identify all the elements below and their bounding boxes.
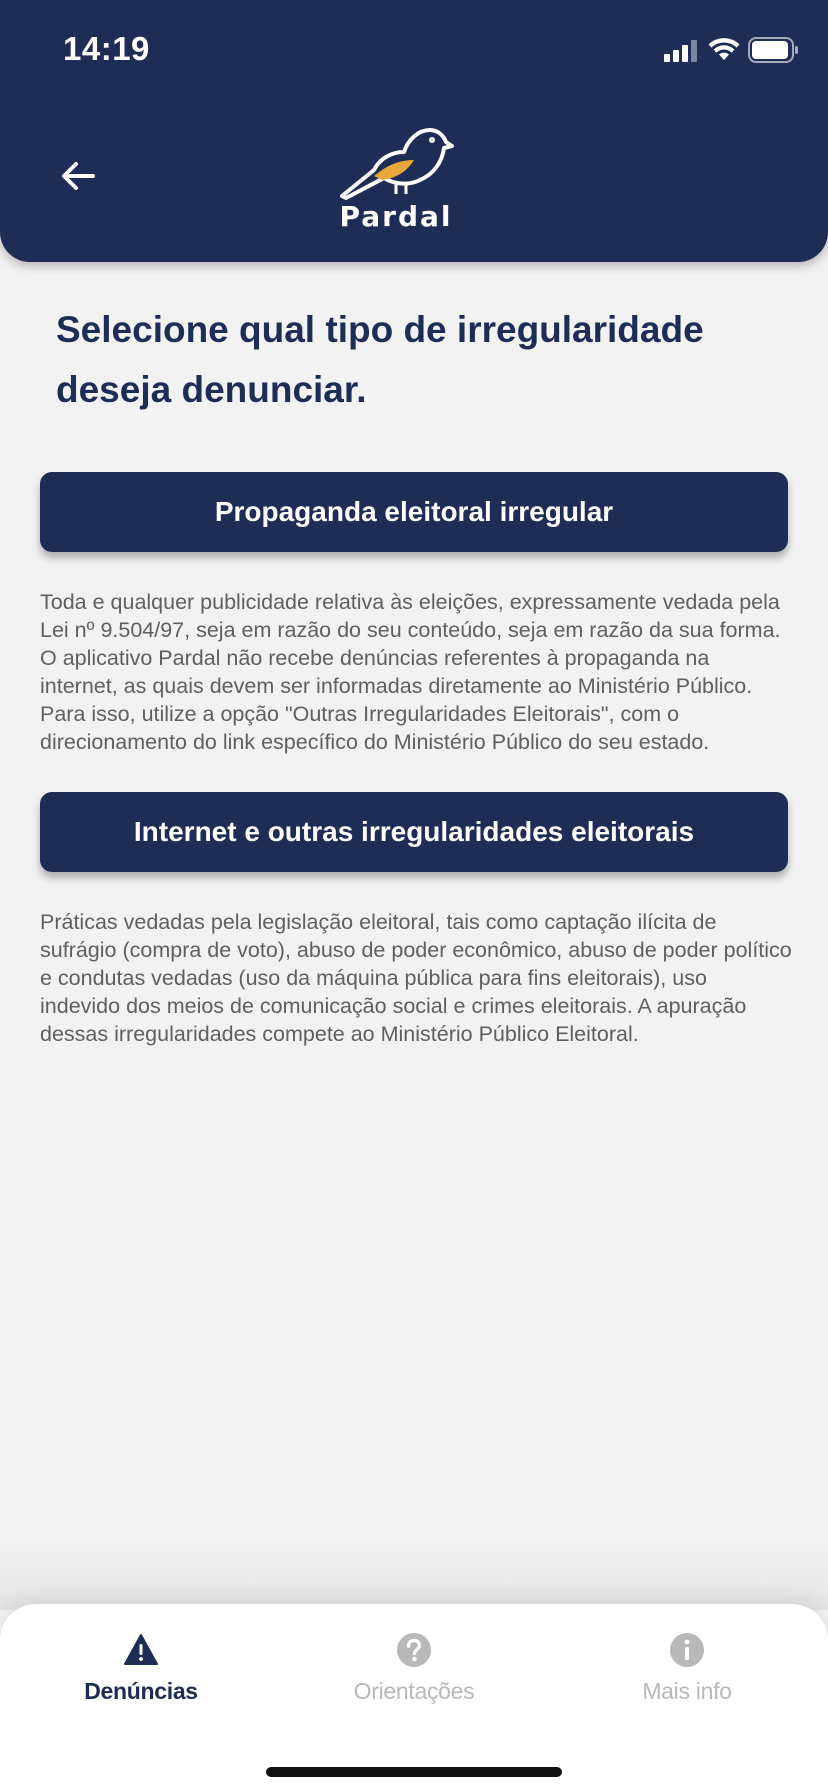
tab-orientacoes-label: Orientações	[353, 1678, 475, 1704]
pardal-logo	[334, 122, 458, 232]
battery-icon	[748, 37, 800, 63]
logo-text: Pardal	[339, 200, 453, 233]
status-time: 14:19	[63, 30, 150, 67]
outras-irregularidades-button[interactable]: Internet e outras irregularidades eleitorais	[40, 792, 788, 872]
wifi-icon	[708, 38, 740, 62]
app-header	[0, 0, 828, 262]
info-icon	[669, 1632, 705, 1668]
outras-irregularidades-description: Práticas vedadas pela legislação eleitoral, tais como captação ilícita de sufrágio (compra de voto), abuso de poder econômico, abuso de poder político e condutas vedadas (uso da máquina pública para fins eleitorais), uso indevido dos meios de comunicação social e crimes eleitorais. A apuração dessas irregularidades compete ao Ministério Público Eleitoral.	[40, 910, 792, 1046]
tab-mais-info-label: Mais info	[642, 1678, 732, 1704]
tabbar-shadow	[0, 1540, 828, 1610]
tab-denuncias[interactable]	[41, 1632, 241, 1722]
home-indicator	[266, 1767, 562, 1777]
back-button[interactable]	[52, 150, 104, 202]
propaganda-irregular-description: Toda e qualquer publicidade relativa às eleições, expressamente vedada pela Lei nº 9.504/97, seja em razão do seu conteúdo, seja em razão da sua forma. O aplicativo Pardal não recebe denúncias referentes à propaganda na internet, as quais devem ser informadas diretamente ao Ministério Público. Para isso, utilize a opção "Outras Irregularidades Eleitorais", com o direcionamento do link específico do Ministério Público do seu estado.	[40, 590, 781, 754]
question-icon	[396, 1632, 432, 1668]
sparrow-bird-icon	[334, 122, 458, 202]
warning-icon	[123, 1632, 159, 1668]
page-title: Selecione qual tipo de irregularidade deseja denunciar.	[56, 309, 704, 410]
tab-mais-info[interactable]	[587, 1632, 787, 1722]
tab-bar	[0, 1604, 828, 1792]
signal-icon	[664, 40, 700, 62]
tab-orientacoes[interactable]	[314, 1632, 514, 1722]
tab-denuncias-label: Denúncias	[84, 1678, 198, 1704]
propaganda-irregular-button[interactable]: Propaganda eleitoral irregular	[40, 472, 788, 552]
arrow-left-icon	[61, 161, 95, 191]
